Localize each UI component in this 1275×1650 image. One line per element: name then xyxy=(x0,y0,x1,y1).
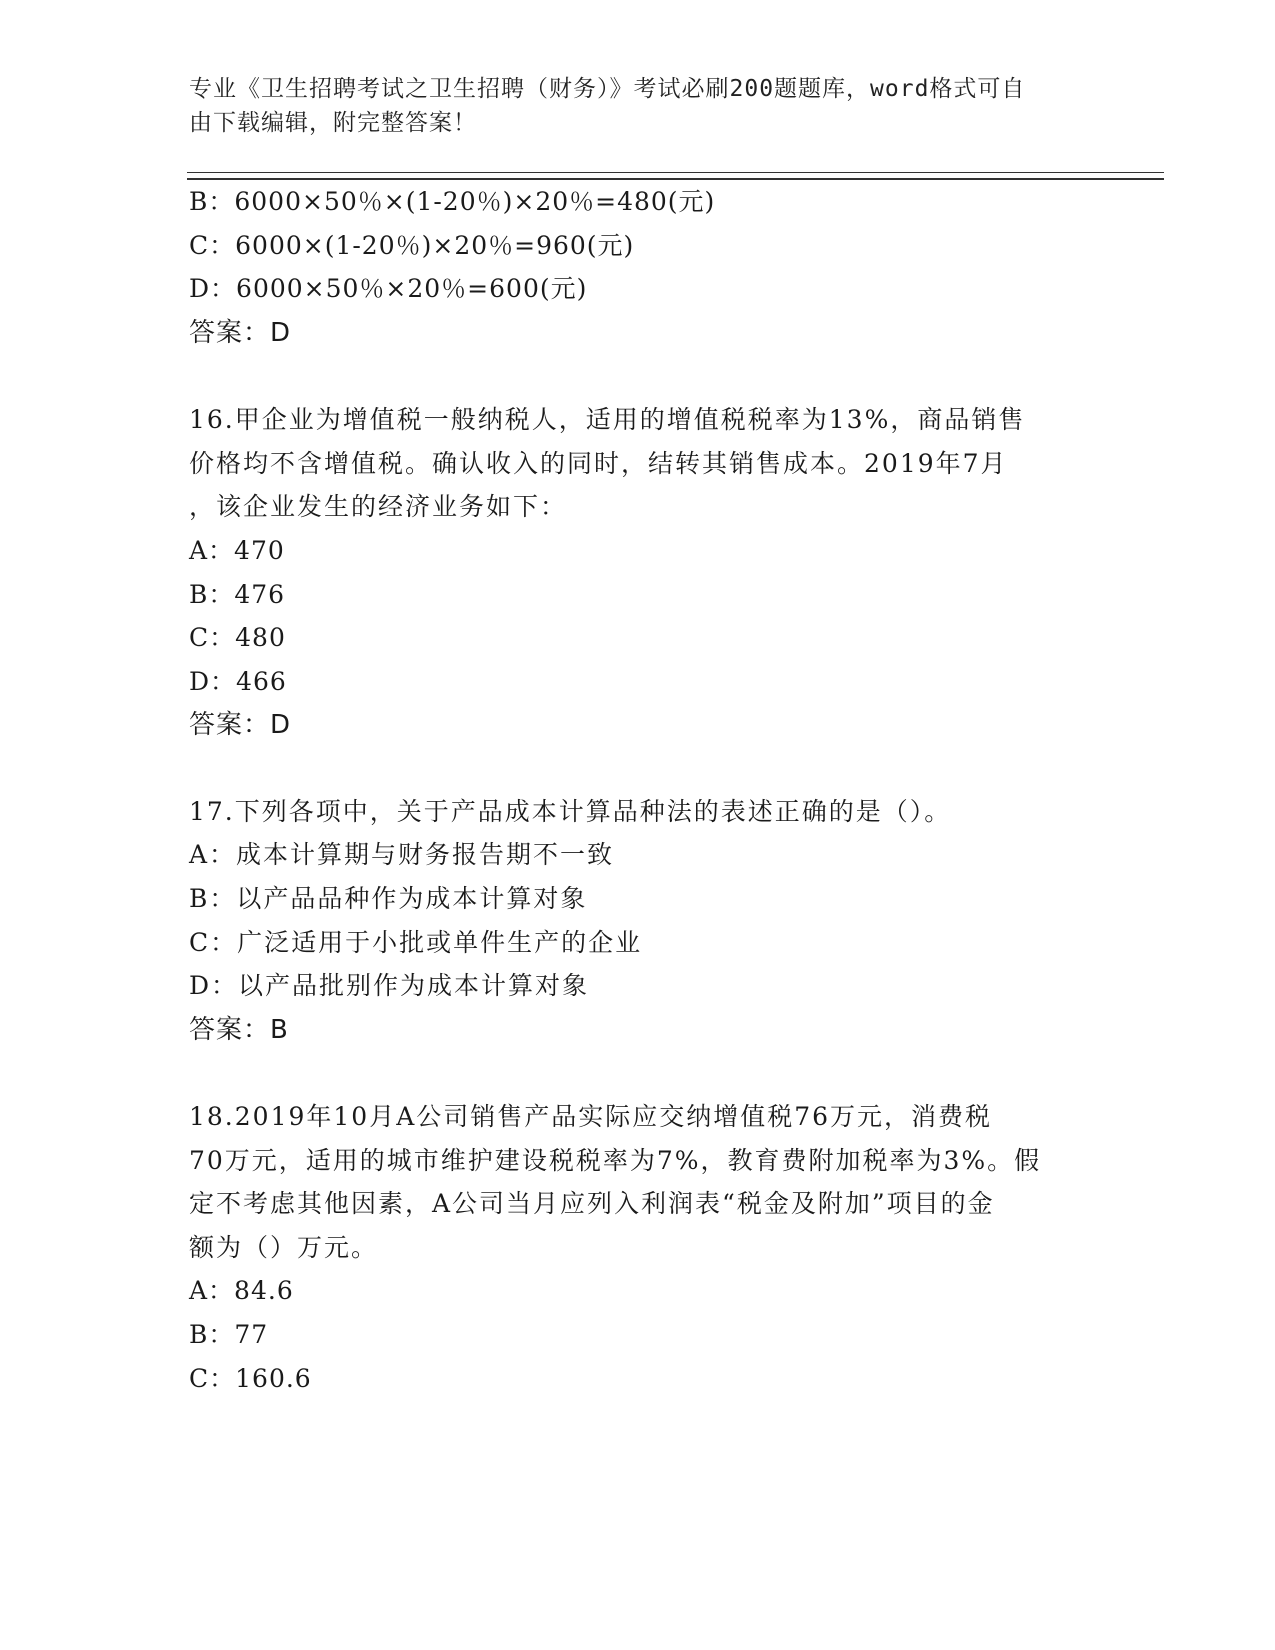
q17-answer: 答案：B xyxy=(189,1015,289,1045)
q17-option-a: A：成本计算期与财务报告期不一致 xyxy=(189,840,615,869)
header-line-2: 由下载编辑，附完整答案！ xyxy=(189,110,477,136)
q16-text-line-2: 价格均不含增值税。确认收入的同时，结转其销售成本。2019年7月 xyxy=(189,449,1008,478)
q18-text-line-4: 额为（）万元。 xyxy=(189,1233,379,1262)
q18-option-b: B：77 xyxy=(189,1320,269,1349)
q16-option-c: C：480 xyxy=(189,623,286,652)
prev-option-d: D：6000×50％×20％=600(元) xyxy=(189,274,588,303)
q16-text-line-1: 16.甲企业为增值税一般纳税人，适用的增值税税率为13%，商品销售 xyxy=(189,405,1026,434)
document-header xyxy=(189,72,1079,140)
q16-text-line-3: ，该企业发生的经济业务如下： xyxy=(189,492,568,521)
prev-option-b: B：6000×50％×(1-20％)×20％=480(元) xyxy=(189,187,716,216)
q18-text-line-1: 18.2019年10月A公司销售产品实际应交纳增值税76万元，消费税 xyxy=(189,1102,993,1131)
header-line-1: 专业《卫生招聘考试之卫生招聘（财务）》考试必刷200题题库，word格式可自 xyxy=(189,76,1026,102)
prev-option-c: C：6000×(1-20％)×20％=960(元) xyxy=(189,231,635,260)
header-divider-thick xyxy=(187,178,1164,180)
q18-option-c: C：160.6 xyxy=(189,1364,312,1393)
q16-option-d: D：466 xyxy=(189,667,287,696)
prev-answer: 答案：D xyxy=(189,318,292,348)
q18-option-a: A：84.6 xyxy=(189,1276,294,1305)
q16-option-a: A：470 xyxy=(189,536,285,565)
q16-option-b: B：476 xyxy=(189,580,286,609)
q16-answer: 答案：D xyxy=(189,710,292,740)
q18-text-line-3: 定不考虑其他因素，A公司当月应列入利润表“税金及附加”项目的金 xyxy=(189,1189,995,1218)
q17-option-c: C：广泛适用于小批或单件生产的企业 xyxy=(189,928,643,957)
q17-text-line-1: 17.下列各项中，关于产品成本计算品种法的表述正确的是（）。 xyxy=(189,797,952,826)
q17-option-d: D：以产品批别作为成本计算对象 xyxy=(189,971,590,1000)
header-divider-thin xyxy=(187,172,1164,173)
q18-text-line-2: 70万元，适用的城市维护建设税税率为7%，教育费附加税率为3%。假 xyxy=(189,1146,1042,1175)
q17-option-b: B：以产品品种作为成本计算对象 xyxy=(189,884,588,913)
